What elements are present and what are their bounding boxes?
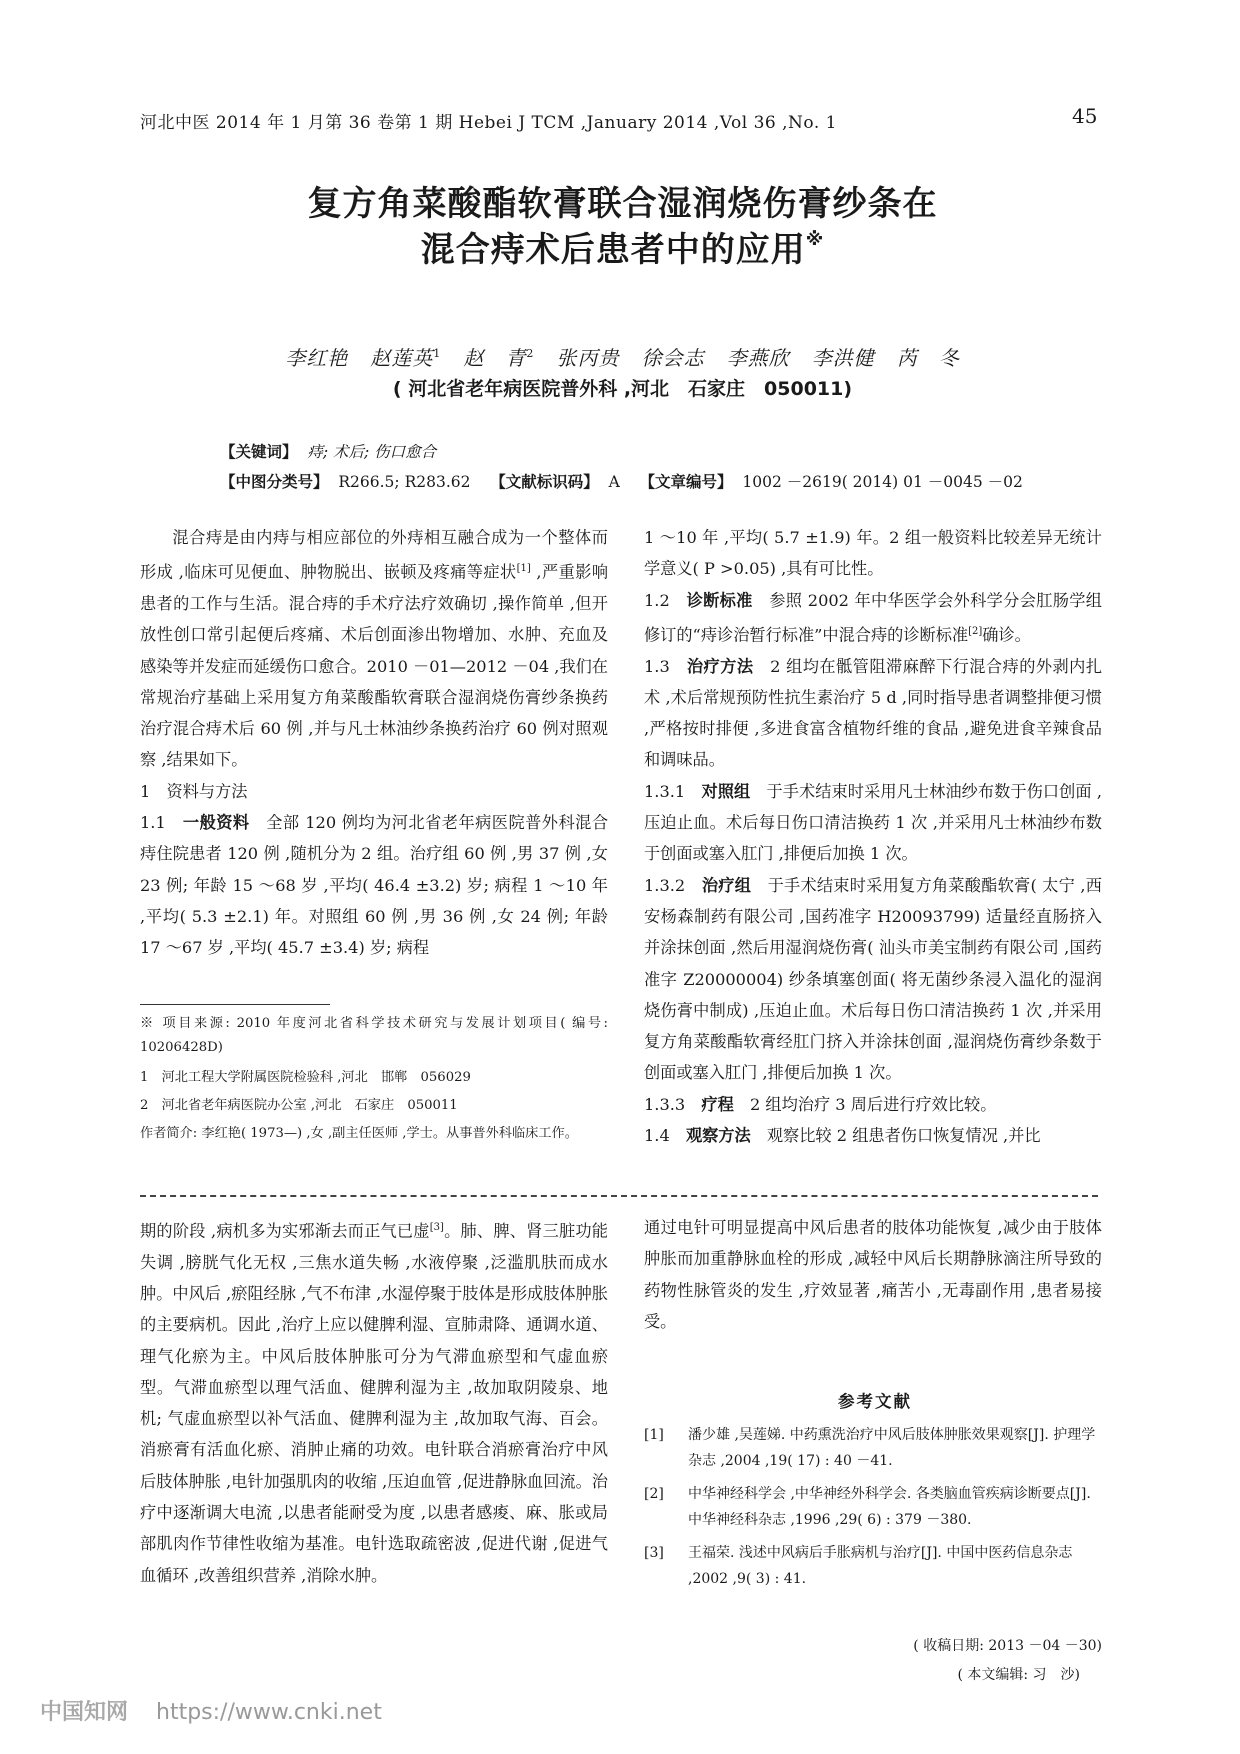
clc-value: R266.5; R283.62: [338, 473, 471, 491]
reference-list: [644, 1422, 1102, 1599]
author: 李洪健: [811, 346, 875, 370]
article-title-line-1: 复方角菜酸酯软膏联合湿润烧伤膏纱条在: [307, 184, 938, 224]
author-bio: 作者简介: 李红艳( 1973—) ,女 ,副主任医师 ,学士。从事普外科临床工作。: [140, 1126, 578, 1141]
doc-code-label: 【文献标识码】: [490, 473, 599, 491]
section-1-3-3: 1.3.3 疗程 2 组均治疗 3 周后进行疗效比较。: [644, 1094, 997, 1114]
section-1-4: 1.4 观察方法 观察比较 2 组患者伤口恢复情况 ,并比: [644, 1126, 1041, 1146]
footnote-rule: [140, 1004, 330, 1005]
author: 张丙贵: [556, 346, 620, 370]
affiliation-note-1: 1 河北工程大学附属医院检验科 ,河北 邯郸 056029: [140, 1070, 471, 1085]
author: 芮 冬: [896, 346, 960, 370]
journal-header: 河北中医 2014 年 1 月第 36 卷第 1 期 Hebei J TCM ,January 2014 ,Vol 36 ,No. 1: [140, 113, 837, 133]
intro-paragraph: 混合痔是由内痔与相应部位的外痔相互融合成为一个整体而形成 ,临床可见便血、肿物脱出、嵌顿及疼痛等症状[1] ,严重影响患者的工作与生活。混合痔的手术疗法疗效确切 ,操作简单 ,但开放性创口常引起便后疼痛、术后创面渗出物增加、水肿、充血及感染等并发症而延缓伤口愈合。2010 －01—2012 －04 ,我们在常规治疗基础上采用复方角菜酸酯软膏联合湿润烧伤膏纱条换药治疗混合痔术后 60 例 ,并与凡士林油纱条换药治疗 60 例对照观察 ,结果如下。: [140, 528, 608, 770]
left-column: [140, 522, 608, 964]
funding-note: ※ 项目来源: 2010 年度河北省科学技术研究与发展计划项目( 编号: 10206428D): [140, 1016, 608, 1055]
cnki-url[interactable]: https://www.cnki.net: [156, 1700, 382, 1725]
author: 赵 青$^2$: [463, 346, 535, 370]
right-column: [644, 522, 1102, 1151]
article-no-value: 1002 －2619( 2014) 01 －0045 －02: [742, 473, 1023, 491]
section-1-3: 1.3 治疗方法 2 组均在骶管阻滞麻醉下行混合痔的外剥内扎术 ,术后常规预防性抗生素治疗 5 d ,同时指导患者调整排便习惯 ,严格按时排便 ,多进食富含植物纤维的食品 ,避免进食辛辣食品和调味品。: [644, 656, 1103, 770]
section-heading: 1 资料与方法: [140, 781, 248, 801]
author: 徐会志: [641, 346, 705, 370]
funding-mark: ※: [805, 229, 825, 250]
section-1-1: 1.1 一般资料 全部 120 例均为河北省老年病医院普外科混合痔住院患者 120 例 ,随机分为 2 组。治疗组 60 例 ,男 37 例 ,女 23 例; 年龄 15 ～68 岁 ,平均( 46.4 ±3.2) 岁; 病程 1 ～10 年 ,平均( 5.3 ±2.1) 年。对照组 60 例 ,男 36 例 ,女 24 例; 年龄 17 ～67 岁 ,平均( 45.7 ±3.4) 岁; 病程: [140, 813, 609, 958]
author: 李红艳: [285, 346, 349, 370]
clc-label: 【中图分类号】: [220, 473, 329, 491]
classification-line: [220, 470, 1023, 492]
cnki-logo-text: 中国知网: [40, 1700, 129, 1725]
affiliation-note-2: 2 河北省老年病医院办公室 ,河北 石家庄 050011: [140, 1098, 458, 1113]
doc-code-value: A: [608, 473, 620, 491]
cnki-footer: [40, 1695, 382, 1726]
section-1-3-1: 1.3.1 对照组 于手术结束时采用凡士林油纱布数于伤口创面 ,压迫止血。术后每日伤口清洁换药 1 次 ,并采用凡士林油纱布数于创面或塞入肛门 ,排便后加换 1 次。: [644, 781, 1102, 864]
author-list: [140, 342, 1105, 371]
keywords-line: [220, 440, 436, 462]
section-1-2: 1.2 诊断标准 参照 2002 年中华医学会外科学分会肛肠学组修订的“痔诊治暂行标准”中混合痔的诊断标准[2]确诊。: [644, 590, 1102, 645]
continued-text: 1 ～10 年 ,平均( 5.7 ±1.9) 年。2 组一般资料比较差异无统计学意义( P >0.05) ,具有可比性。: [644, 528, 1102, 579]
article-separator: [140, 1195, 1098, 1197]
author-affiliation: ( 河北省老年病医院普外科 ,河北 石家庄 050011): [392, 378, 853, 400]
footnotes: [140, 1012, 608, 1146]
reference-item: [1] 潘少雄 ,吴莲娣. 中药熏洗治疗中风后肢体肿胀效果观察[J]. 护理学杂志 ,2004 ,19( 17) : 40 －41.: [644, 1427, 1096, 1469]
lower-left-column: [140, 1212, 608, 1591]
received-date: ( 收稿日期: 2013 －04 －30): [913, 1638, 1102, 1654]
previous-article-conclusion: 通过电针可明显提高中风后患者的肢体功能恢复 ,减少由于肢体肿胀而加重静脉血栓的形成 ,减轻中风后长期静脉滴注所导致的药物性脉管炎的发生 ,疗效显著 ,痛苦小 ,无毒副作用 ,患者易接受。: [644, 1218, 1102, 1331]
previous-article-text: 期的阶段 ,病机多为实邪渐去而正气已虚[3]。肺、脾、肾三脏功能失调 ,膀胱气化无权 ,三焦水道失畅 ,水液停聚 ,泛滥肌肤而成水肿。中风后 ,瘀阻经脉 ,气不布津 ,水湿停聚于肢体是形成肢体肿胀的主要病机。因此 ,治疗上应以健脾利湿、宣肺肃降、通调水道、理气化瘀为主。中风后肢体肿胀可分为气滞血瘀型和气虚血瘀型。气滞血瘀型以理气活血、健脾利湿为主 ,故加取阴陵泉、地机; 气虚血瘀型以补气活血、健脾利湿为主 ,故加取气海、百会。消瘀膏有活血化瘀、消肿止痛的功效。电针联合消瘀膏治疗中风后肢体肿胀 ,电针加强肌肉的收缩 ,压迫血管 ,促进静脉血回流。治疗中逐渐调大电流 ,以患者能耐受为度 ,以患者感痠、麻、胀或局部肌肉作节律性收缩为基准。电针选取疏密波 ,促进代谢 ,促进气血循环 ,改善组织营养 ,消除水肿。: [140, 1221, 608, 1585]
section-1-3-2: 1.3.2 治疗组 于手术结束时采用复方角菜酸酯软膏( 太宁 ,西安杨森制药有限公司 ,国药准字 H20093799) 适量经直肠挤入并涂抹创面 ,然后用湿润烧伤膏( 汕头市美宝制药有限公司 ,国药准字 Z20000004) 纱条填塞创面( 将无菌纱条浸入温化的湿润烧伤膏中制成) ,压迫止血。术后每日伤口清洁换药 1 次 ,并采用复方角菜酸酯软膏经肛门挤入并涂抹创面 ,湿润烧伤膏纱条数于创面或塞入肛门 ,排便后加换 1 次。: [644, 875, 1102, 1083]
references-title: 参考文献: [838, 1392, 912, 1411]
author: 赵莲英$^1$: [370, 346, 442, 370]
keywords-value: 痔; 术后; 伤口愈合: [307, 443, 437, 461]
reference-item: [3] 王福荣. 浅述中风病后手胀病机与治疗[J]. 中国中医药信息杂志 ,2002 ,9( 3) : 41.: [644, 1545, 1073, 1587]
page-number: 45: [1072, 104, 1098, 128]
keywords-label: 【关键词】: [220, 443, 298, 461]
article-title-line-2: 混合痔术后患者中的应用※: [420, 229, 825, 270]
editor-note: ( 本文编辑: 习 沙): [957, 1667, 1080, 1683]
article-no-label: 【文章编号】: [639, 473, 733, 491]
author: 李燕欣: [726, 346, 790, 370]
lower-right-column: [644, 1212, 1102, 1337]
reference-item: [2] 中华神经科学会 ,中华神经外科学会. 各类脑血管疾病诊断要点[J]. 中华神经科杂志 ,1996 ,29( 6) : 379 －380.: [644, 1486, 1091, 1528]
